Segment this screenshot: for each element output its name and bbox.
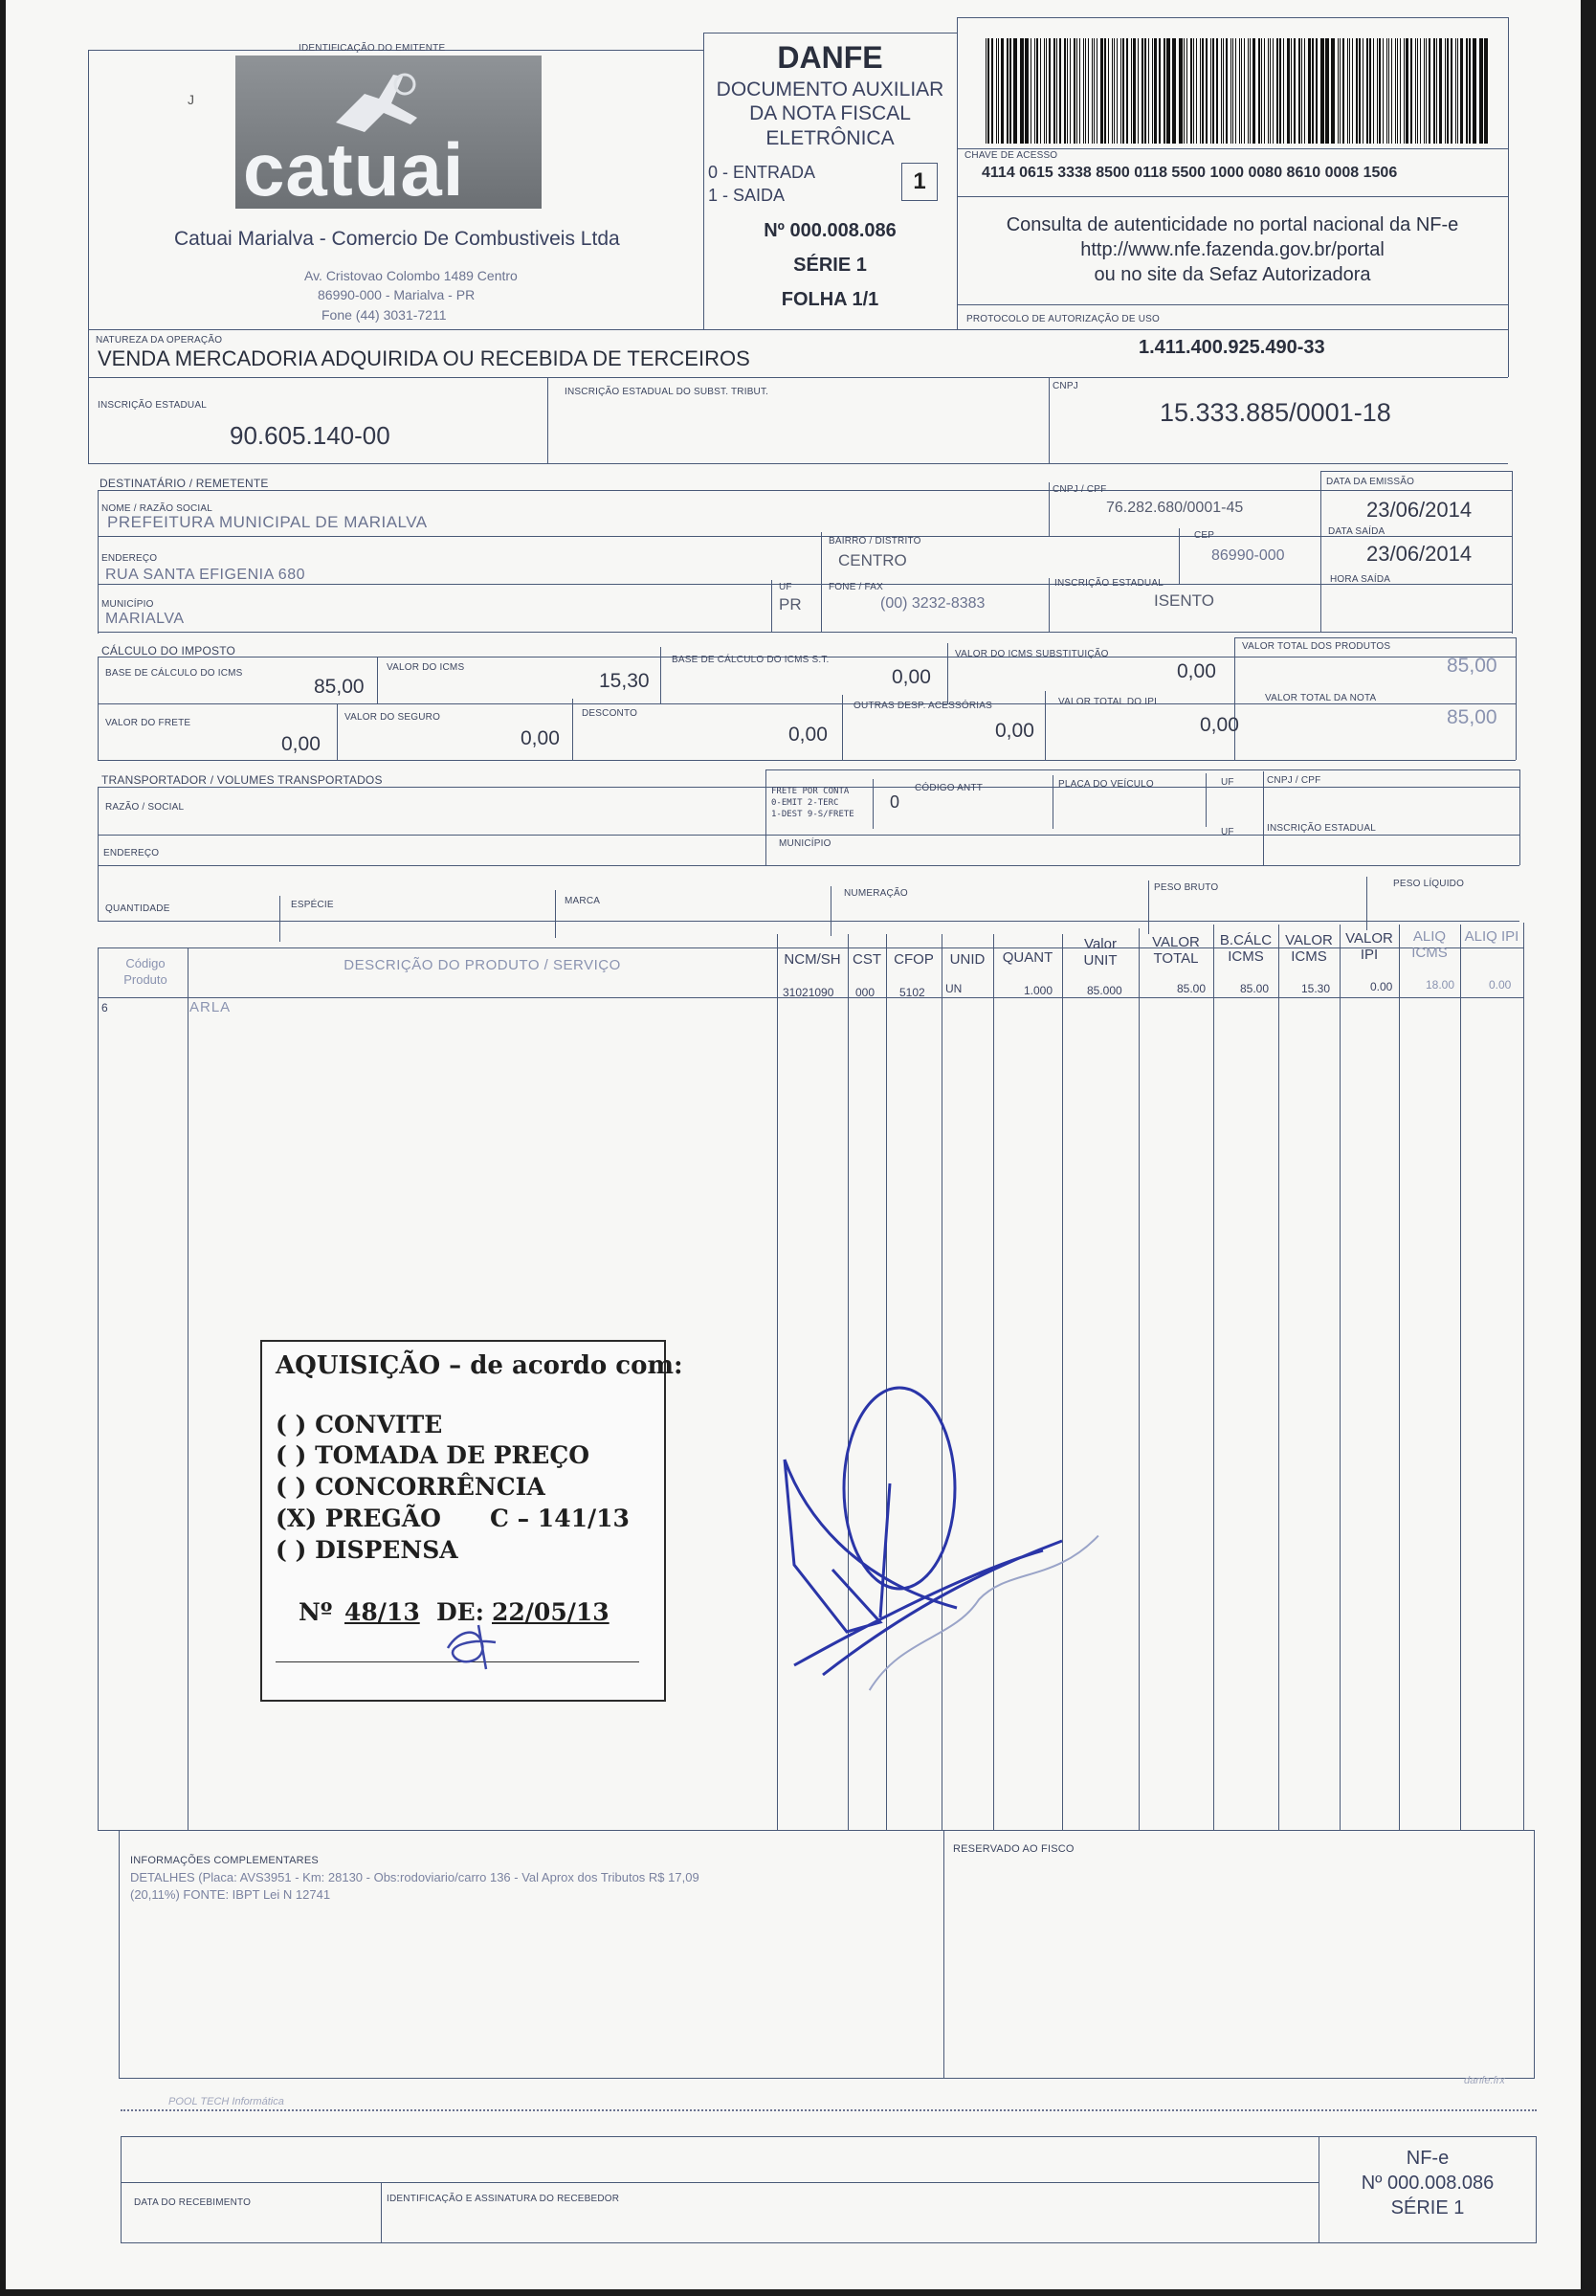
ie-label: INSCRIÇÃO ESTADUAL (98, 400, 207, 411)
destinatario-label: DESTINATÁRIO / REMETENTE (100, 477, 269, 490)
canhoto-serie: SÉRIE 1 (1390, 2197, 1465, 2218)
frete-conta-3: 1-DEST 9-S/FRETE (771, 810, 854, 819)
peso-bruto-label: PESO BRUTO (1154, 882, 1219, 893)
bc-st-value: 0,00 (892, 666, 931, 688)
danfe-serie: SÉRIE 1 (793, 255, 867, 276)
antt-label: CÓDIGO ANTT (915, 783, 984, 793)
imposto-label: CÁLCULO DO IMPOSTO (101, 644, 236, 658)
col-codigo: Código Produto (123, 956, 167, 987)
cnpj-transp-label: CNPJ / CPF (1267, 775, 1321, 786)
outras-label: OUTRAS DESP. ACESSÓRIAS (853, 701, 993, 711)
endereco-transp-label: ENDEREÇO (103, 848, 160, 858)
protocolo-label: PROTOCOLO DE AUTORIZAÇÃO DE USO (966, 314, 1160, 324)
qtd-label: QUANTIDADE (105, 903, 170, 914)
stamp-num: 48/13 (344, 1598, 420, 1626)
v-prod-label: VALOR TOTAL DOS PRODUTOS (1242, 641, 1391, 652)
cnpj-dest-value: 76.282.680/0001-45 (1106, 500, 1244, 516)
saida-label: DATA SAÍDA (1328, 526, 1385, 537)
bc-icms-label: BASE DE CÁLCULO DO ICMS (105, 668, 243, 679)
seguro-label: VALOR DO SEGURO (344, 712, 441, 723)
chave-label: CHAVE DE ACESSO (964, 150, 1058, 161)
fisco-label: RESERVADO AO FISCO (953, 1843, 1075, 1855)
col-cst: CST (853, 951, 881, 968)
row-descricao: ARLA (189, 999, 232, 1015)
ipi-value: 0,00 (1200, 714, 1239, 736)
consulta-1: Consulta de autenticidade no portal nacional da NF-e (1006, 214, 1459, 235)
uf-transp-label: UF (1221, 777, 1234, 788)
stamp-opt-convite: ( ) CONVITE (276, 1411, 443, 1438)
seguro-value: 0,00 (521, 727, 560, 749)
v-st-label: VALOR DO ICMS SUBSTITUIÇÃO (955, 649, 1109, 659)
company-logo (235, 56, 542, 212)
danfe-saida: 1 - SAIDA (708, 186, 786, 205)
numeracao-label: NUMERAÇÃO (844, 888, 908, 899)
col-unid: UNID (949, 951, 986, 968)
uf-dest-value: PR (779, 595, 802, 613)
cep-value: 86990-000 (1211, 547, 1285, 564)
stamp-num-prefix: Nº (299, 1598, 333, 1626)
bc-st-label: BASE DE CÁLCULO DO ICMS S.T. (672, 655, 830, 665)
stamp-de-prefix: DE: (436, 1598, 484, 1626)
additional-info-block (119, 1830, 1535, 2079)
danfe-title: DANFE (777, 40, 883, 75)
danfe-numero: Nº 000.008.086 (764, 220, 897, 241)
cep-label: CEP (1194, 530, 1215, 541)
v-nota-label: VALOR TOTAL DA NOTA (1265, 693, 1377, 703)
emitente-name: Catuai Marialva - Comercio De Combustiveis Ltda (174, 228, 620, 250)
col-quant: QUANT (1002, 949, 1053, 966)
row-vunit: 85.000 (1087, 984, 1122, 997)
barcode (984, 38, 1491, 144)
ident-recebedor-label: IDENTIFICAÇÃO E ASSINATURA DO RECEBEDOR (387, 2194, 620, 2204)
frete-conta-value: 0 (890, 792, 900, 812)
municipio-label: MUNICÍPIO (101, 599, 154, 610)
saida-value: 23/06/2014 (1366, 542, 1473, 566)
emissao-label: DATA DA EMISSÃO (1326, 477, 1415, 487)
row-cfop: 5102 (899, 986, 925, 999)
fone-label: FONE / FAX (829, 582, 884, 592)
v-icms-label: VALOR DO ICMS (387, 662, 465, 673)
natureza-label: NATUREZA DA OPERAÇÃO (96, 335, 223, 346)
danfe-subtitle-3: ELETRÔNICA (765, 127, 895, 149)
uf-dest-label: UF (779, 582, 792, 592)
outras-value: 0,00 (995, 720, 1034, 742)
marca-label: MARCA (565, 896, 601, 906)
razao-label: RAZÃO / SOCIAL (105, 802, 185, 813)
v-nota-value: 85,00 (1447, 706, 1497, 728)
info-line-1: DETALHES (Placa: AVS3951 - Km: 28130 - Obs:rodoviario/carro 136 - Val Aprox dos Tributos R$ 17,09 (130, 1870, 699, 1884)
municipio-value: MARIALVA (105, 611, 185, 627)
stamp-opt-tomada: ( ) TOMADA DE PREÇO (276, 1441, 590, 1469)
placa-label: PLACA DO VEÍCULO (1058, 779, 1154, 790)
stamp-pregao-ref: C – 141/13 (490, 1505, 630, 1532)
stamp-title: AQUISIÇÃO – de acordo com: (276, 1351, 683, 1380)
row-unid: UN (945, 982, 963, 995)
frete-label: VALOR DO FRETE (105, 718, 191, 728)
row-quant: 1.000 (1024, 984, 1053, 997)
info-label: INFORMAÇÕES COMPLEMENTARES (130, 1855, 319, 1866)
emitente-city: 86990-000 - Marialva - PR (318, 287, 476, 302)
transportador-label: TRANSPORTADOR / VOLUMES TRANSPORTADOS (101, 773, 383, 787)
danfe-folha: FOLHA 1/1 (781, 289, 879, 310)
row-cst: 000 (855, 986, 876, 999)
row-vicms: 15.30 (1301, 982, 1331, 995)
tipo-value: 1 (913, 168, 926, 194)
row-vipi: 0.00 (1370, 980, 1393, 993)
cnpj-emit-label: CNPJ (1053, 381, 1078, 391)
col-bc: B.CÁLC ICMS (1219, 932, 1273, 965)
data-recebimento-label: DATA DO RECEBIMENTO (134, 2197, 252, 2208)
canhoto-numero: Nº 000.008.086 (1361, 2173, 1495, 2194)
endereco-value: RUA SANTA EFIGENIA 680 (105, 567, 305, 583)
stamp-opt-dispensa: ( ) DISPENSA (276, 1536, 458, 1564)
ie-value: 90.605.140-00 (230, 421, 390, 450)
natureza-value: VENDA MERCADORIA ADQUIRIDA OU RECEBIDA DE TERCEIROS (98, 346, 750, 370)
endereco-label: ENDEREÇO (101, 553, 158, 564)
peso-liquido-label: PESO LÍQUIDO (1393, 879, 1465, 889)
desconto-label: DESCONTO (582, 708, 638, 719)
bairro-value: CENTRO (838, 551, 907, 569)
row-bc: 85.00 (1240, 982, 1270, 995)
frete-conta-2: 0-EMIT 2-TERC (771, 798, 839, 808)
ie-dest-label: INSCRIÇÃO ESTADUAL (1054, 578, 1164, 589)
stray-mark: J (188, 92, 194, 107)
v-icms-value: 15,30 (599, 670, 650, 692)
col-aliq-ipi: ALIQ IPI (1464, 928, 1519, 945)
protocolo-value: 1.411.400.925.490-33 (1139, 337, 1325, 358)
canhoto-nfe: NF-e (1406, 2148, 1450, 2169)
col-ncm: NCM/SH (784, 951, 841, 968)
row-aliq-icms: 18.00 (1426, 978, 1455, 992)
stamp-opt-pregao: (X) PREGÃO (276, 1505, 441, 1532)
emissao-value: 23/06/2014 (1366, 498, 1473, 522)
ipi-label: VALOR TOTAL DO IPI (1058, 697, 1158, 707)
stamp-de: 22/05/13 (492, 1598, 610, 1626)
emitente-address: Av. Cristovao Colombo 1489 Centro (304, 268, 518, 283)
municipio-transp-label: MUNICÍPIO (779, 838, 831, 849)
especie-label: ESPÉCIE (291, 900, 334, 910)
danfe-subtitle-2: DA NOTA FISCAL (749, 102, 911, 124)
bc-icms-value: 85,00 (314, 676, 365, 698)
acquisition-stamp (260, 1340, 683, 1702)
col-vunit: Valor UNIT (1083, 936, 1118, 969)
stamp-initials (440, 1619, 517, 1673)
nome-value: PREFEITURA MUNICIPAL DE MARIALVA (107, 513, 428, 531)
footer-right: danfe.frx (1464, 2075, 1505, 2086)
col-descricao: DESCRIÇÃO DO PRODUTO / SERVIÇO (344, 957, 621, 973)
desconto-value: 0,00 (788, 724, 828, 746)
col-vicms: VALOR ICMS (1285, 932, 1333, 965)
bairro-label: BAIRRO / DISTRITO (829, 536, 921, 546)
row-ncm: 31021090 (783, 986, 834, 999)
cnpj-emit-value: 15.333.885/0001-18 (1160, 398, 1391, 427)
nome-label: NOME / RAZÃO SOCIAL (101, 503, 213, 514)
uf2-transp-label: UF (1221, 827, 1234, 837)
v-prod-value: 85,00 (1447, 655, 1497, 677)
ie-dest-value: ISENTO (1154, 591, 1214, 610)
col-vtotal: VALOR TOTAL (1152, 934, 1200, 967)
row-codigo: 6 (101, 1001, 108, 1014)
danfe-entrada: 0 - ENTRADA (708, 163, 816, 182)
danfe-subtitle-1: DOCUMENTO AUXILIAR (716, 78, 944, 100)
footer-left: POOL TECH Informática (168, 2096, 284, 2107)
cut-line (121, 2109, 1537, 2111)
row-aliq-ipi: 0.00 (1489, 978, 1512, 992)
col-aliq-icms: ALIQ ICMS (1411, 928, 1448, 961)
v-st-value: 0,00 (1177, 660, 1216, 682)
consulta-2: http://www.nfe.fazenda.gov.br/portal (1080, 239, 1385, 260)
frete-conta-1: FRETE POR CONTA (771, 787, 850, 796)
col-cfop: CFOP (894, 951, 934, 968)
emitente-label: IDENTIFICAÇÃO DO EMITENTE (299, 43, 446, 54)
chave-value: 4114 0615 3338 8500 0118 5500 1000 0080 8610 0008 1506 (982, 165, 1398, 181)
row-vtotal: 85.00 (1177, 982, 1207, 995)
fone-value: (00) 3232-8383 (880, 595, 986, 612)
ie-transp-label: INSCRIÇÃO ESTADUAL (1267, 823, 1376, 834)
consulta-3: ou no site da Sefaz Autorizadora (1094, 264, 1371, 285)
logo-wordmark: catuai (243, 127, 465, 212)
ie-st-label: INSCRIÇÃO ESTADUAL DO SUBST. TRIBUT. (565, 387, 769, 397)
info-line-2: (20,11%) FONTE: IBPT Lei N 12741 (130, 1887, 331, 1902)
hora-label: HORA SAÍDA (1330, 574, 1391, 585)
frete-value: 0,00 (281, 733, 321, 755)
stamp-opt-concorrencia: ( ) CONCORRÊNCIA (276, 1473, 545, 1501)
emitente-phone: Fone (44) 3031-7211 (321, 307, 447, 323)
cnpj-dest-label: CNPJ / CPF (1053, 484, 1107, 495)
col-vipi: VALOR IPI (1345, 930, 1393, 963)
